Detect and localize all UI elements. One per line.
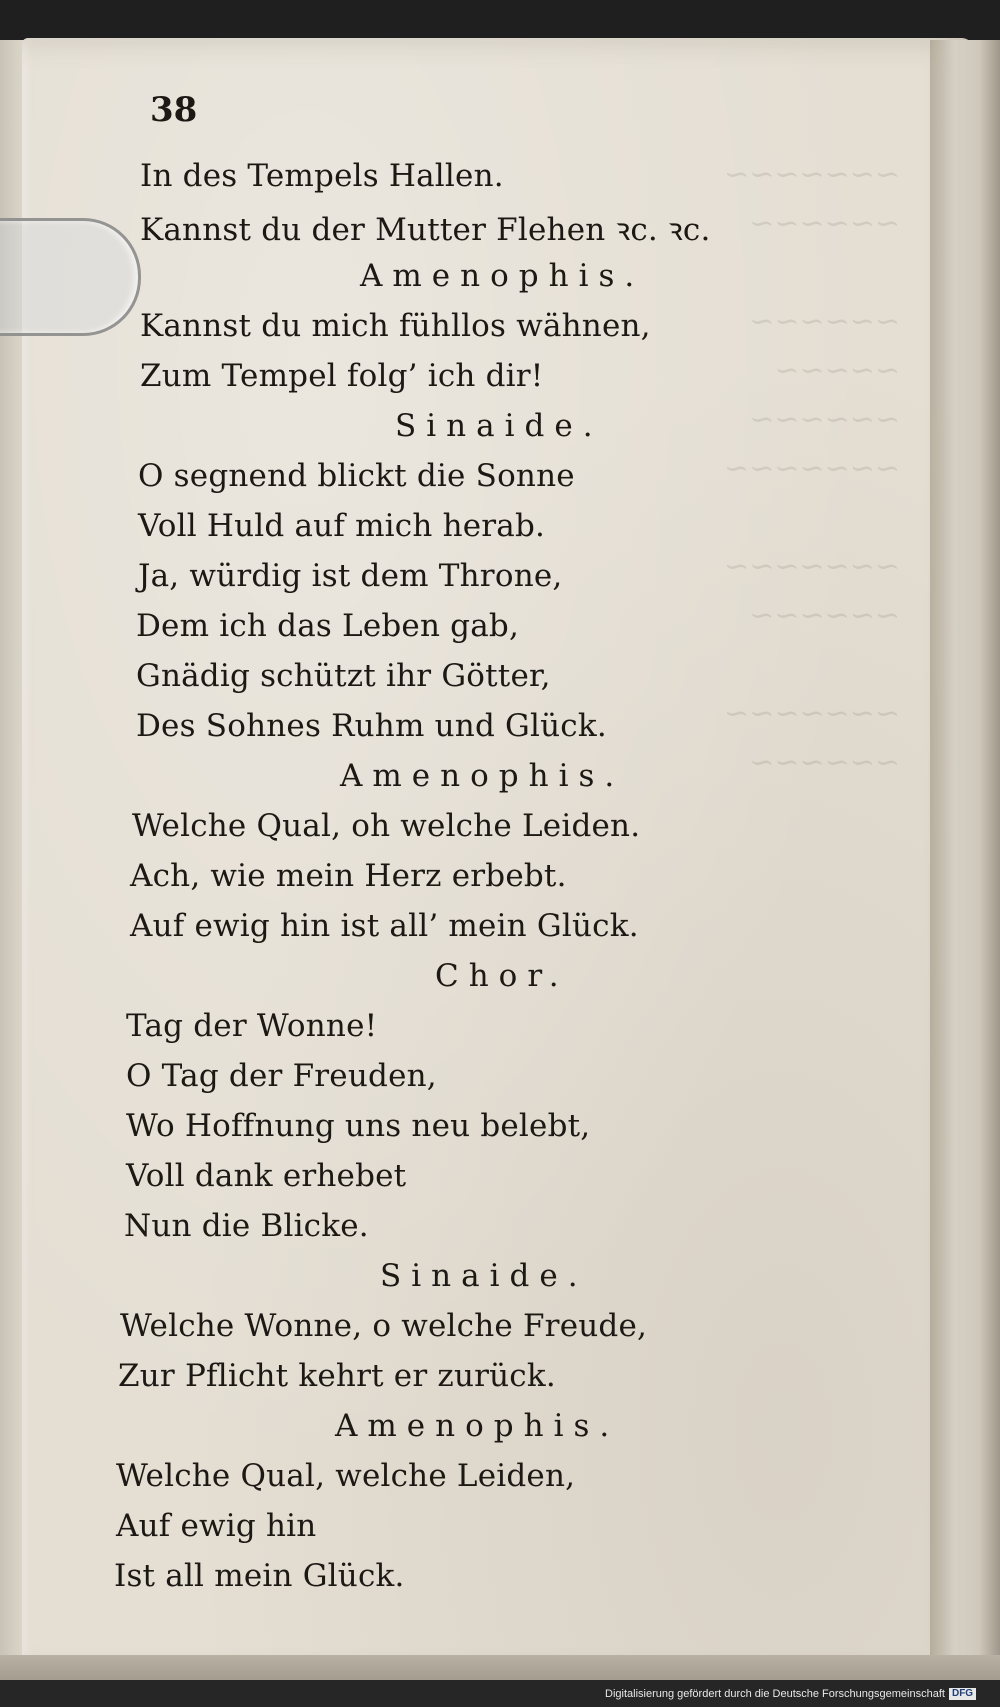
verse-line: Voll dank erhebet: [126, 1158, 407, 1194]
speaker-name: Amenophis.: [360, 258, 645, 294]
speaker-name: Sinaide.: [380, 1258, 588, 1294]
verse-line: Gnädig schützt ihr Götter,: [136, 658, 551, 694]
verse-line: Dem ich das Leben gab,: [136, 608, 519, 644]
verse-line: Auf ewig hin ist all’ mein Glück.: [130, 908, 639, 944]
reverse-page-show-through: ~~~~~~~ ~~~~~~ ~~~~~~ ~~~~~ ~~~~~~ ~~~~~~~ ~~~~~~~ ~~~~~~ ~~~~~~~ ~~~~~~: [724, 157, 900, 780]
verse-line: Welche Qual, welche Leiden,: [116, 1458, 576, 1494]
verse-line: Des Sohnes Ruhm und Glück.: [136, 708, 607, 744]
verse-line: Zur Pflicht kehrt er zurück.: [118, 1358, 556, 1394]
credit-text: Digitalisierung gefördert durch die Deutsche Forschungsgemeinschaft: [605, 1688, 945, 1700]
verse-line: Welche Wonne, o welche Freude,: [120, 1308, 648, 1344]
speaker-name: Amenophis.: [335, 1408, 620, 1444]
verse-line: Kannst du mich fühllos wähnen,: [140, 308, 651, 344]
verse-line: Tag der Wonne!: [126, 1008, 378, 1044]
verse-line: Wo Hoffnung uns neu belebt,: [126, 1108, 591, 1144]
verse-line: Nun die Blicke.: [124, 1208, 369, 1244]
verse-line: Ist all mein Glück.: [114, 1558, 405, 1594]
speaker-name: Chor.: [435, 958, 569, 994]
speaker-name: Sinaide.: [395, 408, 603, 444]
verse-line: Ja, würdig ist dem Throne,: [138, 558, 563, 594]
page-number: 38: [150, 90, 198, 130]
verse-line: Voll Huld auf mich herab.: [138, 508, 546, 544]
verse-line: Kannst du der Mutter Flehen ꝛc. ꝛc.: [140, 212, 711, 248]
verse-line: O segnend blickt die Sonne: [138, 458, 575, 494]
verse-line: O Tag der Freuden,: [126, 1058, 437, 1094]
verse-line: Welche Qual, oh welche Leiden.: [132, 808, 641, 844]
speaker-name: Amenophis.: [340, 758, 625, 794]
verse-line: In des Tempels Hallen.: [140, 158, 504, 194]
verse-line: Ach, wie mein Herz erbebt.: [130, 858, 567, 894]
dfg-logo: DFG: [949, 1688, 976, 1700]
digitization-credit: [605, 1688, 976, 1700]
verse-line: Zum Tempel folg’ ich dir!: [140, 358, 544, 394]
verse-line: Auf ewig hin: [116, 1508, 317, 1544]
